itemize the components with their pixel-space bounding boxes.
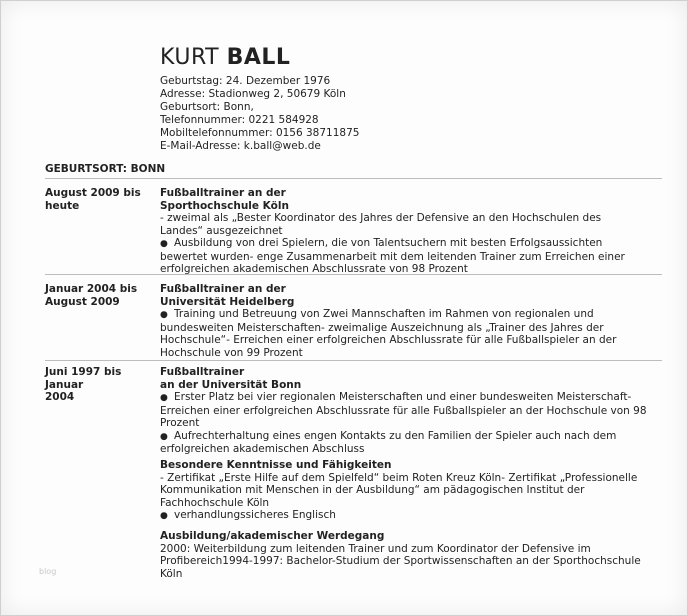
bullet-text: Erster Platz bei vier regionalen Meisterschaften und einer bundesweiten Meisterschaft- xyxy=(174,391,632,403)
bullet-text: Aufrechterhaltung eines engen Kontakts zu den Familien der Spieler auch nach dem xyxy=(174,429,617,442)
job-title: Fußballtrainer xyxy=(160,366,245,378)
skills-text: Fachhochschule Köln xyxy=(160,496,270,509)
date-line: heute xyxy=(45,199,80,212)
job-title: Fußballtrainer an der xyxy=(160,283,286,295)
date-line: August 2009 bis xyxy=(45,187,141,199)
entry-date xyxy=(45,283,150,308)
bullet-text: Ausbildung von drei Spielern, die von Talentsuchern mit besten Erfolgsaussichten xyxy=(174,237,603,249)
skills-title: Besondere Kenntnisse und Fähigkeiten xyxy=(160,459,392,471)
email-line: E-Mail-Adresse: k.ball@web.de xyxy=(160,140,321,152)
job-text: - zweimal als „Bester Koordinator des Jahres der Defensive an den Hochschulen des xyxy=(160,212,602,224)
job-title: Fußballtrainer an der xyxy=(160,187,286,199)
mobile-line: Mobiltelefonnummer: 0156 38711875 xyxy=(160,127,360,139)
entry-job xyxy=(160,187,650,276)
entry-divider xyxy=(45,274,662,275)
birthplace-line: Geburtsort: Bonn, xyxy=(160,101,254,113)
job-title: an der Universität Bonn xyxy=(160,378,302,391)
birthday-line: Geburtstag: 24. Dezember 1976 xyxy=(160,75,331,87)
education-section xyxy=(160,530,650,580)
bullet-text: Erreichen einer erfolgreichen Abschlussrate für alle Fußballspieler an der Hochschule von 98 xyxy=(160,404,647,417)
skills-text: - Zertifikat „Erste Hilfe auf dem Spielfeld“ beim Roten Kreuz Köln- Zertifikat „Professionelle xyxy=(160,471,638,484)
education-text: Profibereich1994-1997: Bachelor-Studium der Sportwissenschaften an der Sporthochschule xyxy=(160,555,641,567)
entry-divider xyxy=(45,360,662,361)
bullet-icon: ● xyxy=(160,511,168,521)
bullet-text: erfolgreichen akademischen Abschlussrate von 98 Prozent xyxy=(160,263,468,275)
bullet-text: bewertet wurden- enge Zusammenarbeit mit dem leitenden Trainer zum Erreichen einer xyxy=(160,250,625,263)
section-divider xyxy=(45,178,662,179)
skills-text: Kommunikation mit Menschen in der Ausbildung“ am pädagogischen Institut der xyxy=(160,484,585,496)
last-name: BALL xyxy=(226,45,291,70)
entry-job xyxy=(160,366,650,456)
bullet-text: Hochschule“- Erreichen einer erfolgreichen Abschlussrate für alle Fußballspieler an der xyxy=(160,334,617,346)
address-line: Adresse: Stadionweg 2, 50679 Köln xyxy=(160,88,346,100)
date-line: August 2009 xyxy=(45,295,120,308)
bullet-icon: ● xyxy=(160,239,168,249)
bullet-text: Hochschule von 99 Prozent xyxy=(160,346,303,359)
first-name: KURT xyxy=(160,45,220,70)
bullet-icon: ● xyxy=(160,310,168,320)
bullet-text: Prozent xyxy=(160,417,200,429)
job-text: Landes“ ausgezeichnet xyxy=(160,224,283,237)
education-title: Ausbildung/akademischer Werdegang xyxy=(160,530,385,542)
date-line: Juni 1997 bis Januar xyxy=(45,366,122,391)
job-bullet xyxy=(160,237,650,251)
phone-line: Telefonnummer: 0221 584928 xyxy=(160,114,319,126)
bullet-text: bundesweiten Meisterschaften- zweimalige Auszeichnung als „Trainer des Jahres der xyxy=(160,321,604,334)
entry-date xyxy=(45,366,150,404)
education-text: Köln xyxy=(160,567,183,580)
candidate-name xyxy=(160,45,290,70)
bullet-icon: ● xyxy=(160,431,168,442)
job-title: Universität Heidelberg xyxy=(160,295,295,308)
job-bullet xyxy=(160,308,650,322)
bullet-icon: ● xyxy=(160,393,168,403)
job-title: Sporthochschule Köln xyxy=(160,199,289,212)
contact-block xyxy=(160,75,359,153)
date-line: Januar 2004 bis xyxy=(45,283,138,295)
date-line: 2004 xyxy=(45,391,75,403)
job-bullet xyxy=(160,391,650,405)
bullet-text: erfolgreichen akademischen Abschluss xyxy=(160,443,365,455)
education-text: 2000: Weiterbildung zum leitenden Trainer und zum Koordinator der Defensive im xyxy=(160,542,591,555)
watermark: blog xyxy=(39,567,57,576)
job-bullet xyxy=(160,430,650,444)
bullet-text: Training und Betreuung von Zwei Mannschaften im Rahmen von regionalen und xyxy=(174,308,594,320)
skills-bullet xyxy=(160,509,650,523)
entry-job xyxy=(160,283,650,359)
skills-section xyxy=(160,459,650,523)
bullet-text: verhandlungssicheres Englisch xyxy=(174,509,336,521)
section-heading: GEBURTSORT: BONN xyxy=(45,163,166,175)
entry-date xyxy=(45,187,150,212)
